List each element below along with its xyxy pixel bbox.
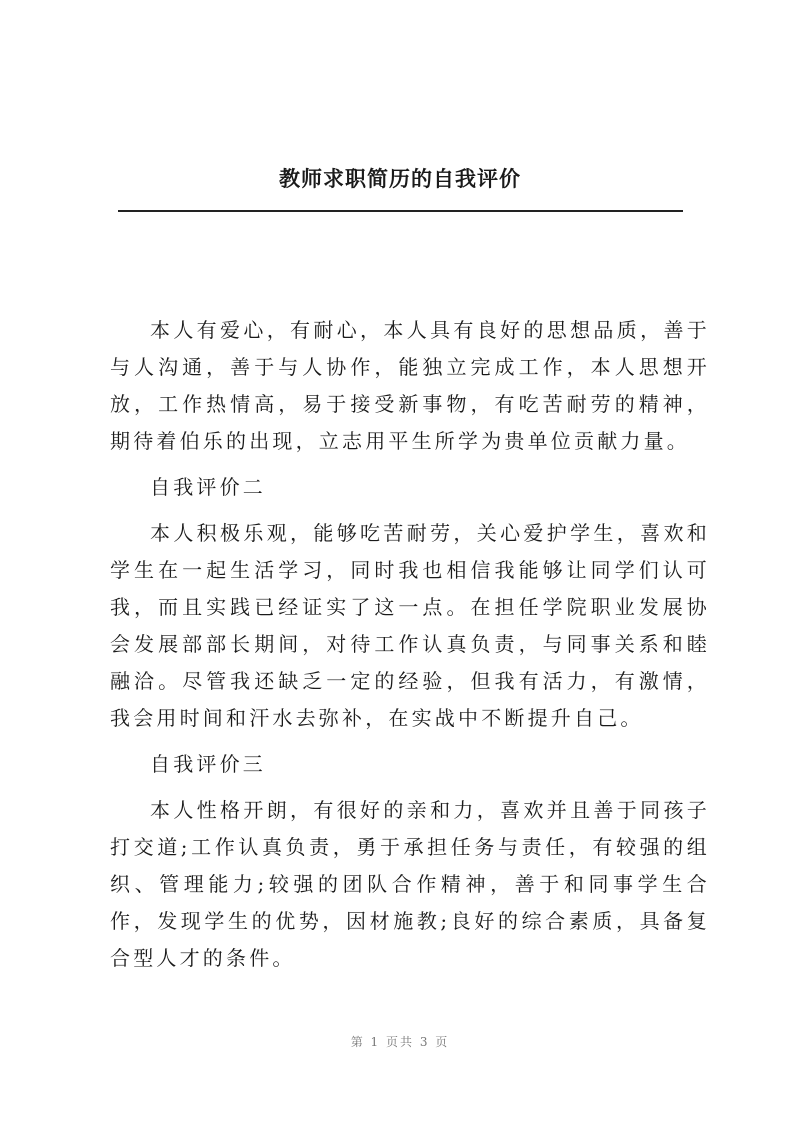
page-number: 第 1 页共 3 页 — [350, 1035, 450, 1049]
paragraph-2: 本人积极乐观，能够吃苦耐劳，关心爱护学生，喜欢和学生在一起生活学习，同时我也相信我能够让同学们认可我，而且实践已经证实了这一点。在担任学院职业发展协会发展部部长期间，对待工作认真负责，与同事关系和睦融洽。尽管我还缺乏一定的经验，但我有活力，有激情，我会用时间和汗水去弥补，在实战中不断提升自己。 — [110, 521, 710, 730]
document-body — [110, 312, 710, 986]
paragraph-1: 本人有爱心，有耐心，本人具有良好的思想品质，善于与人沟通，善于与人协作，能独立完成工作，本人思想开放，工作热情高，易于接受新事物，有吃苦耐劳的精神，期待着伯乐的出现，立志用平生所学为贵单位贡献力量。 — [110, 318, 710, 453]
section-heading-2: 自我评价二 — [150, 475, 266, 499]
paragraph-3: 本人性格开朗，有很好的亲和力，喜欢并且善于同孩子打交道;工作认真负责，勇于承担任务与责任，有较强的组织、管理能力;较强的团队合作精神，善于和同事学生合作，发现学生的优势，因材施教;良好的综合素质，具备复合型人才的条件。 — [110, 798, 710, 970]
title-divider — [118, 210, 683, 212]
page-title: 教师求职简历的自我评价 — [279, 166, 521, 191]
section-heading-3: 自我评价三 — [150, 752, 266, 776]
